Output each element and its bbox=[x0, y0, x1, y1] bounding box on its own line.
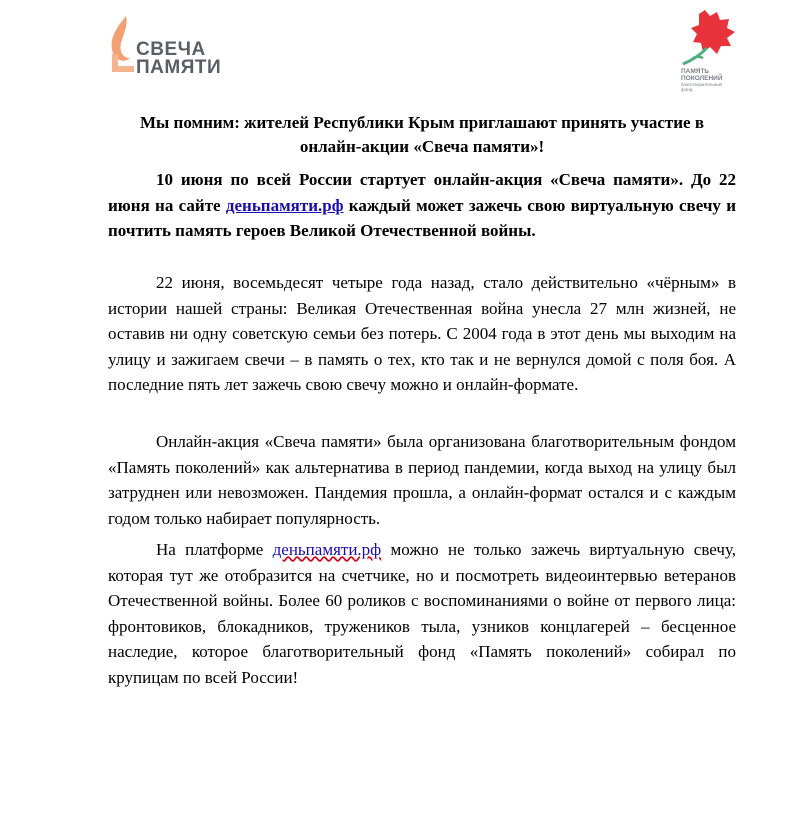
lead-paragraph bbox=[108, 167, 736, 244]
carnation-flower-icon bbox=[677, 10, 737, 66]
pamyat-pokoleniy-logo bbox=[672, 10, 752, 90]
lead-text-after: каждый может зажечь свою виртуальную свечу и почтить память героев Великой Отечественной войны. bbox=[108, 195, 736, 240]
site-link[interactable]: деньпамяти.рф bbox=[225, 195, 344, 215]
svecha-pamyati-logo bbox=[108, 14, 223, 76]
logo-text-line2: ПАМЯТИ bbox=[136, 57, 222, 78]
platform-text-before: На платформе bbox=[156, 540, 273, 559]
candle-flame-icon bbox=[108, 14, 138, 74]
paragraph-origin: Онлайн-акция «Свеча памяти» была организована благотворительным фондом «Память поколений» как альтернатива в период пандемии, когда выход на улицу был затруднен или невозможен. Пандемия прошла, а онлайн-формат остался и с каждым годом только набирает популярность. bbox=[108, 432, 736, 528]
logo-text-line4: фонд bbox=[681, 87, 693, 92]
paragraph-platform bbox=[108, 537, 736, 690]
platform-text-after: можно не только зажечь виртуальную свечу, которая тут же отобразится на счетчике, но и посмотреть видеоинтервью ветеранов Отечественной войны. Более 60 роликов с воспоминаниями о войне от первого лица: фронтовиков, блокадников, тружеников тыла, узников концлагерей – бесценное наследие, которое благотворительный фонд «Память поколений» собирал по крупицам по всей России! bbox=[108, 540, 736, 687]
logo-text-line2: ПОКОЛЕНИЙ bbox=[681, 75, 723, 82]
logo-text-line1: ПАМЯТЬ bbox=[681, 68, 710, 75]
logo-text-line1: СВЕЧА bbox=[136, 39, 206, 60]
logo-text-line3: благотворительный bbox=[681, 82, 722, 87]
platform-link[interactable]: деньпамяти.рф bbox=[272, 540, 382, 559]
document-title: Мы помним: жителей Республики Крым приглашают принять участие в онлайн-акции «Свеча памяти»! bbox=[139, 113, 705, 156]
lead-text-before: 10 июня по всей России стартует онлайн-акция «Свеча памяти». До 22 июня на сайте bbox=[108, 170, 736, 215]
paragraph-history: 22 июня, восемьдесят четыре года назад, стало действительно «чёрным» в истории нашей страны: Великая Отечественная война унесла 27 млн жизней, не оставив ни одну советскую семьи без потерь. С 2004 года в этот день мы выходим на улицу и зажигаем свечи – в память о тех, кто так и не вернулся домой с поля боя. А последние пять лет зажечь свою свечу можно и онлайн-формате. bbox=[108, 273, 736, 394]
